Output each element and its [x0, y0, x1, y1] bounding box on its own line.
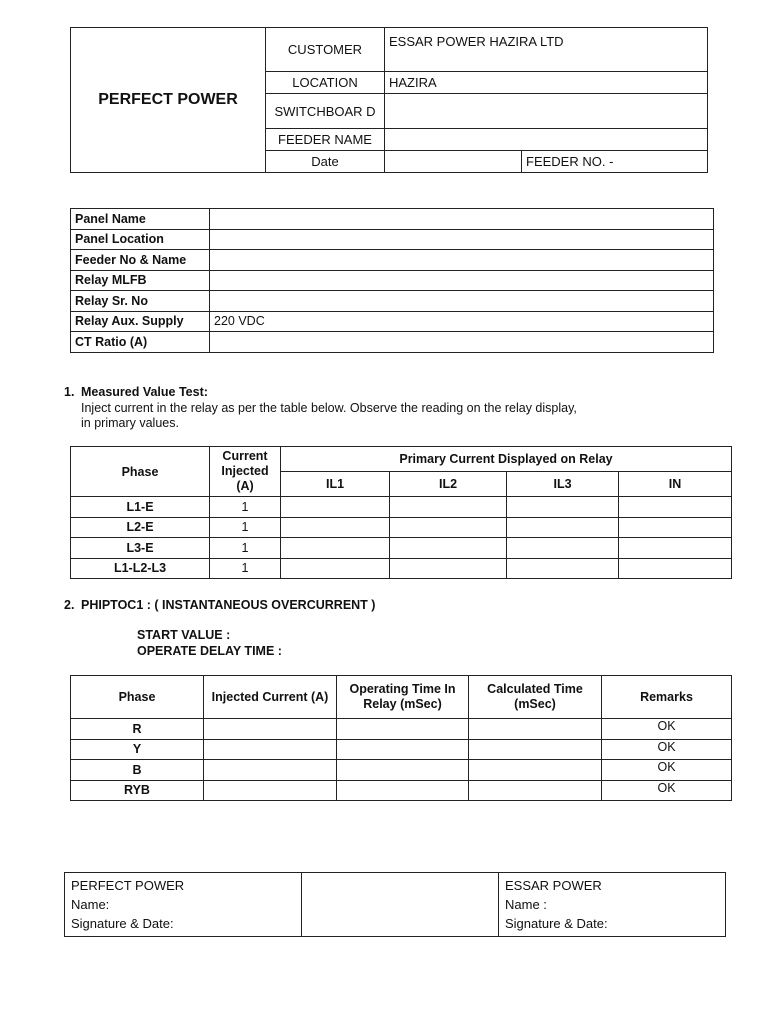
table-row — [71, 291, 714, 312]
calculated-time-cell[interactable] — [469, 739, 602, 760]
col-primary-current: Primary Current Displayed on Relay — [281, 447, 732, 472]
feeder-no-name-label: Feeder No & Name — [71, 250, 210, 271]
remarks-cell[interactable]: OK — [602, 719, 732, 740]
phase-cell: RYB — [71, 780, 204, 801]
col-calculated-time: Calculated Time (mSec) — [469, 676, 602, 719]
relay-aux-supply-label: Relay Aux. Supply — [71, 311, 210, 332]
section1-instruction-line2: in primary values. — [81, 416, 179, 430]
right-company: ESSAR POWER — [505, 878, 602, 893]
col-in: IN — [619, 472, 732, 497]
col-injected-current: Injected Current (A) — [204, 676, 337, 719]
table-row — [71, 229, 714, 250]
il1-cell[interactable] — [281, 558, 390, 579]
il2-cell[interactable] — [390, 497, 507, 518]
il1-cell[interactable] — [281, 517, 390, 538]
table-row — [71, 270, 714, 291]
signature-table — [64, 872, 726, 937]
injected-current-cell[interactable] — [204, 719, 337, 740]
start-value-label: START VALUE : — [137, 628, 231, 642]
table-row — [71, 311, 714, 332]
feeder-name-value[interactable] — [385, 129, 708, 151]
remarks-cell[interactable]: OK — [602, 739, 732, 760]
phase-cell: L1-E — [71, 497, 210, 518]
calculated-time-cell[interactable] — [469, 719, 602, 740]
current-cell: 1 — [210, 517, 281, 538]
measured-value-table — [70, 446, 732, 579]
col-remarks: Remarks — [602, 676, 732, 719]
il3-cell[interactable] — [507, 558, 619, 579]
col-current-injected: Current Injected (A) — [210, 447, 281, 497]
il2-cell[interactable] — [390, 558, 507, 579]
middle-signature-block — [302, 873, 499, 937]
il3-cell[interactable] — [507, 517, 619, 538]
in-cell[interactable] — [619, 558, 732, 579]
header-table — [70, 27, 708, 173]
operating-time-cell[interactable] — [337, 760, 469, 781]
panel-location-label: Panel Location — [71, 229, 210, 250]
section1-heading — [64, 385, 208, 399]
il2-cell[interactable] — [390, 538, 507, 559]
section1-instruction-line1: Inject current in the relay as per the table below. Observe the reading on the relay display, — [81, 401, 577, 415]
operating-time-cell[interactable] — [337, 739, 469, 760]
section1-number: 1. — [64, 385, 75, 399]
relay-mlfb-label: Relay MLFB — [71, 270, 210, 291]
section2-heading — [64, 598, 375, 612]
phase-cell: R — [71, 719, 204, 740]
table-row — [71, 558, 732, 579]
feeder-no-name-value[interactable] — [210, 250, 714, 271]
table-row — [71, 780, 732, 801]
panel-name-value[interactable] — [210, 209, 714, 230]
panel-info-table — [70, 208, 714, 353]
in-cell[interactable] — [619, 517, 732, 538]
location-label: LOCATION — [266, 72, 385, 94]
calculated-time-cell[interactable] — [469, 780, 602, 801]
phase-cell: L2-E — [71, 517, 210, 538]
feeder-no-label: FEEDER NO. - — [522, 151, 708, 173]
ct-ratio-label: CT Ratio (A) — [71, 332, 210, 353]
injected-current-cell[interactable] — [204, 760, 337, 781]
section2-number: 2. — [64, 598, 75, 612]
calculated-time-cell[interactable] — [469, 760, 602, 781]
in-cell[interactable] — [619, 497, 732, 518]
table-row — [71, 760, 732, 781]
panel-name-label: Panel Name — [71, 209, 210, 230]
table-row — [71, 538, 732, 559]
current-cell: 1 — [210, 558, 281, 579]
il1-cell[interactable] — [281, 538, 390, 559]
col-il2: IL2 — [390, 472, 507, 497]
col-il3: IL3 — [507, 472, 619, 497]
right-signature-block — [499, 873, 726, 937]
current-cell: 1 — [210, 538, 281, 559]
switchboard-label-text: SWITCHBOAR D — [274, 103, 376, 119]
table-row — [71, 739, 732, 760]
left-company: PERFECT POWER — [71, 878, 185, 893]
il2-cell[interactable] — [390, 517, 507, 538]
table-row — [71, 250, 714, 271]
left-signature-block — [65, 873, 302, 937]
col-il1: IL1 — [281, 472, 390, 497]
phiptoc-table — [70, 675, 732, 801]
il3-cell[interactable] — [507, 538, 619, 559]
il3-cell[interactable] — [507, 497, 619, 518]
relay-sr-no-value[interactable] — [210, 291, 714, 312]
table-row — [71, 332, 714, 353]
customer-label: CUSTOMER — [266, 28, 385, 72]
relay-aux-supply-value[interactable]: 220 VDC — [210, 311, 714, 332]
ct-ratio-value[interactable] — [210, 332, 714, 353]
phase-cell: Y — [71, 739, 204, 760]
right-name[interactable]: Name : — [505, 897, 547, 912]
date-value[interactable] — [385, 151, 522, 173]
table-row — [71, 517, 732, 538]
customer-value: ESSAR POWER HAZIRA LTD — [385, 28, 708, 72]
switchboard-value[interactable] — [385, 94, 708, 129]
phase-cell: L3-E — [71, 538, 210, 559]
col-phase: Phase — [71, 447, 210, 497]
left-signature[interactable]: Signature & Date: — [71, 916, 174, 931]
company-name: PERFECT POWER — [71, 28, 266, 173]
in-cell[interactable] — [619, 538, 732, 559]
feeder-name-label: FEEDER NAME — [266, 129, 385, 151]
operate-delay-label: OPERATE DELAY TIME : — [137, 644, 282, 658]
remarks-cell[interactable]: OK — [602, 780, 732, 801]
injected-current-cell[interactable] — [204, 739, 337, 760]
relay-sr-no-label: Relay Sr. No — [71, 291, 210, 312]
left-name[interactable]: Name: — [71, 897, 110, 912]
switchboard-label — [266, 94, 385, 129]
col-operating-time: Operating Time In Relay (mSec) — [337, 676, 469, 719]
section2-title: PHIPTOC1 : ( INSTANTANEOUS OVERCURRENT ) — [81, 598, 376, 612]
table-row — [71, 497, 732, 518]
table-row — [71, 719, 732, 740]
panel-location-value[interactable] — [210, 229, 714, 250]
date-label: Date — [266, 151, 385, 173]
table-row — [71, 209, 714, 230]
current-cell: 1 — [210, 497, 281, 518]
section1-title: Measured Value Test: — [81, 385, 208, 399]
il1-cell[interactable] — [281, 497, 390, 518]
injected-current-cell[interactable] — [204, 780, 337, 801]
phase-cell: B — [71, 760, 204, 781]
relay-mlfb-value[interactable] — [210, 270, 714, 291]
right-signature[interactable]: Signature & Date: — [505, 916, 608, 931]
operating-time-cell[interactable] — [337, 719, 469, 740]
location-value: HAZIRA — [385, 72, 708, 94]
remarks-cell[interactable]: OK — [602, 760, 732, 781]
phase-cell: L1-L2-L3 — [71, 558, 210, 579]
col-phase: Phase — [71, 676, 204, 719]
operating-time-cell[interactable] — [337, 780, 469, 801]
